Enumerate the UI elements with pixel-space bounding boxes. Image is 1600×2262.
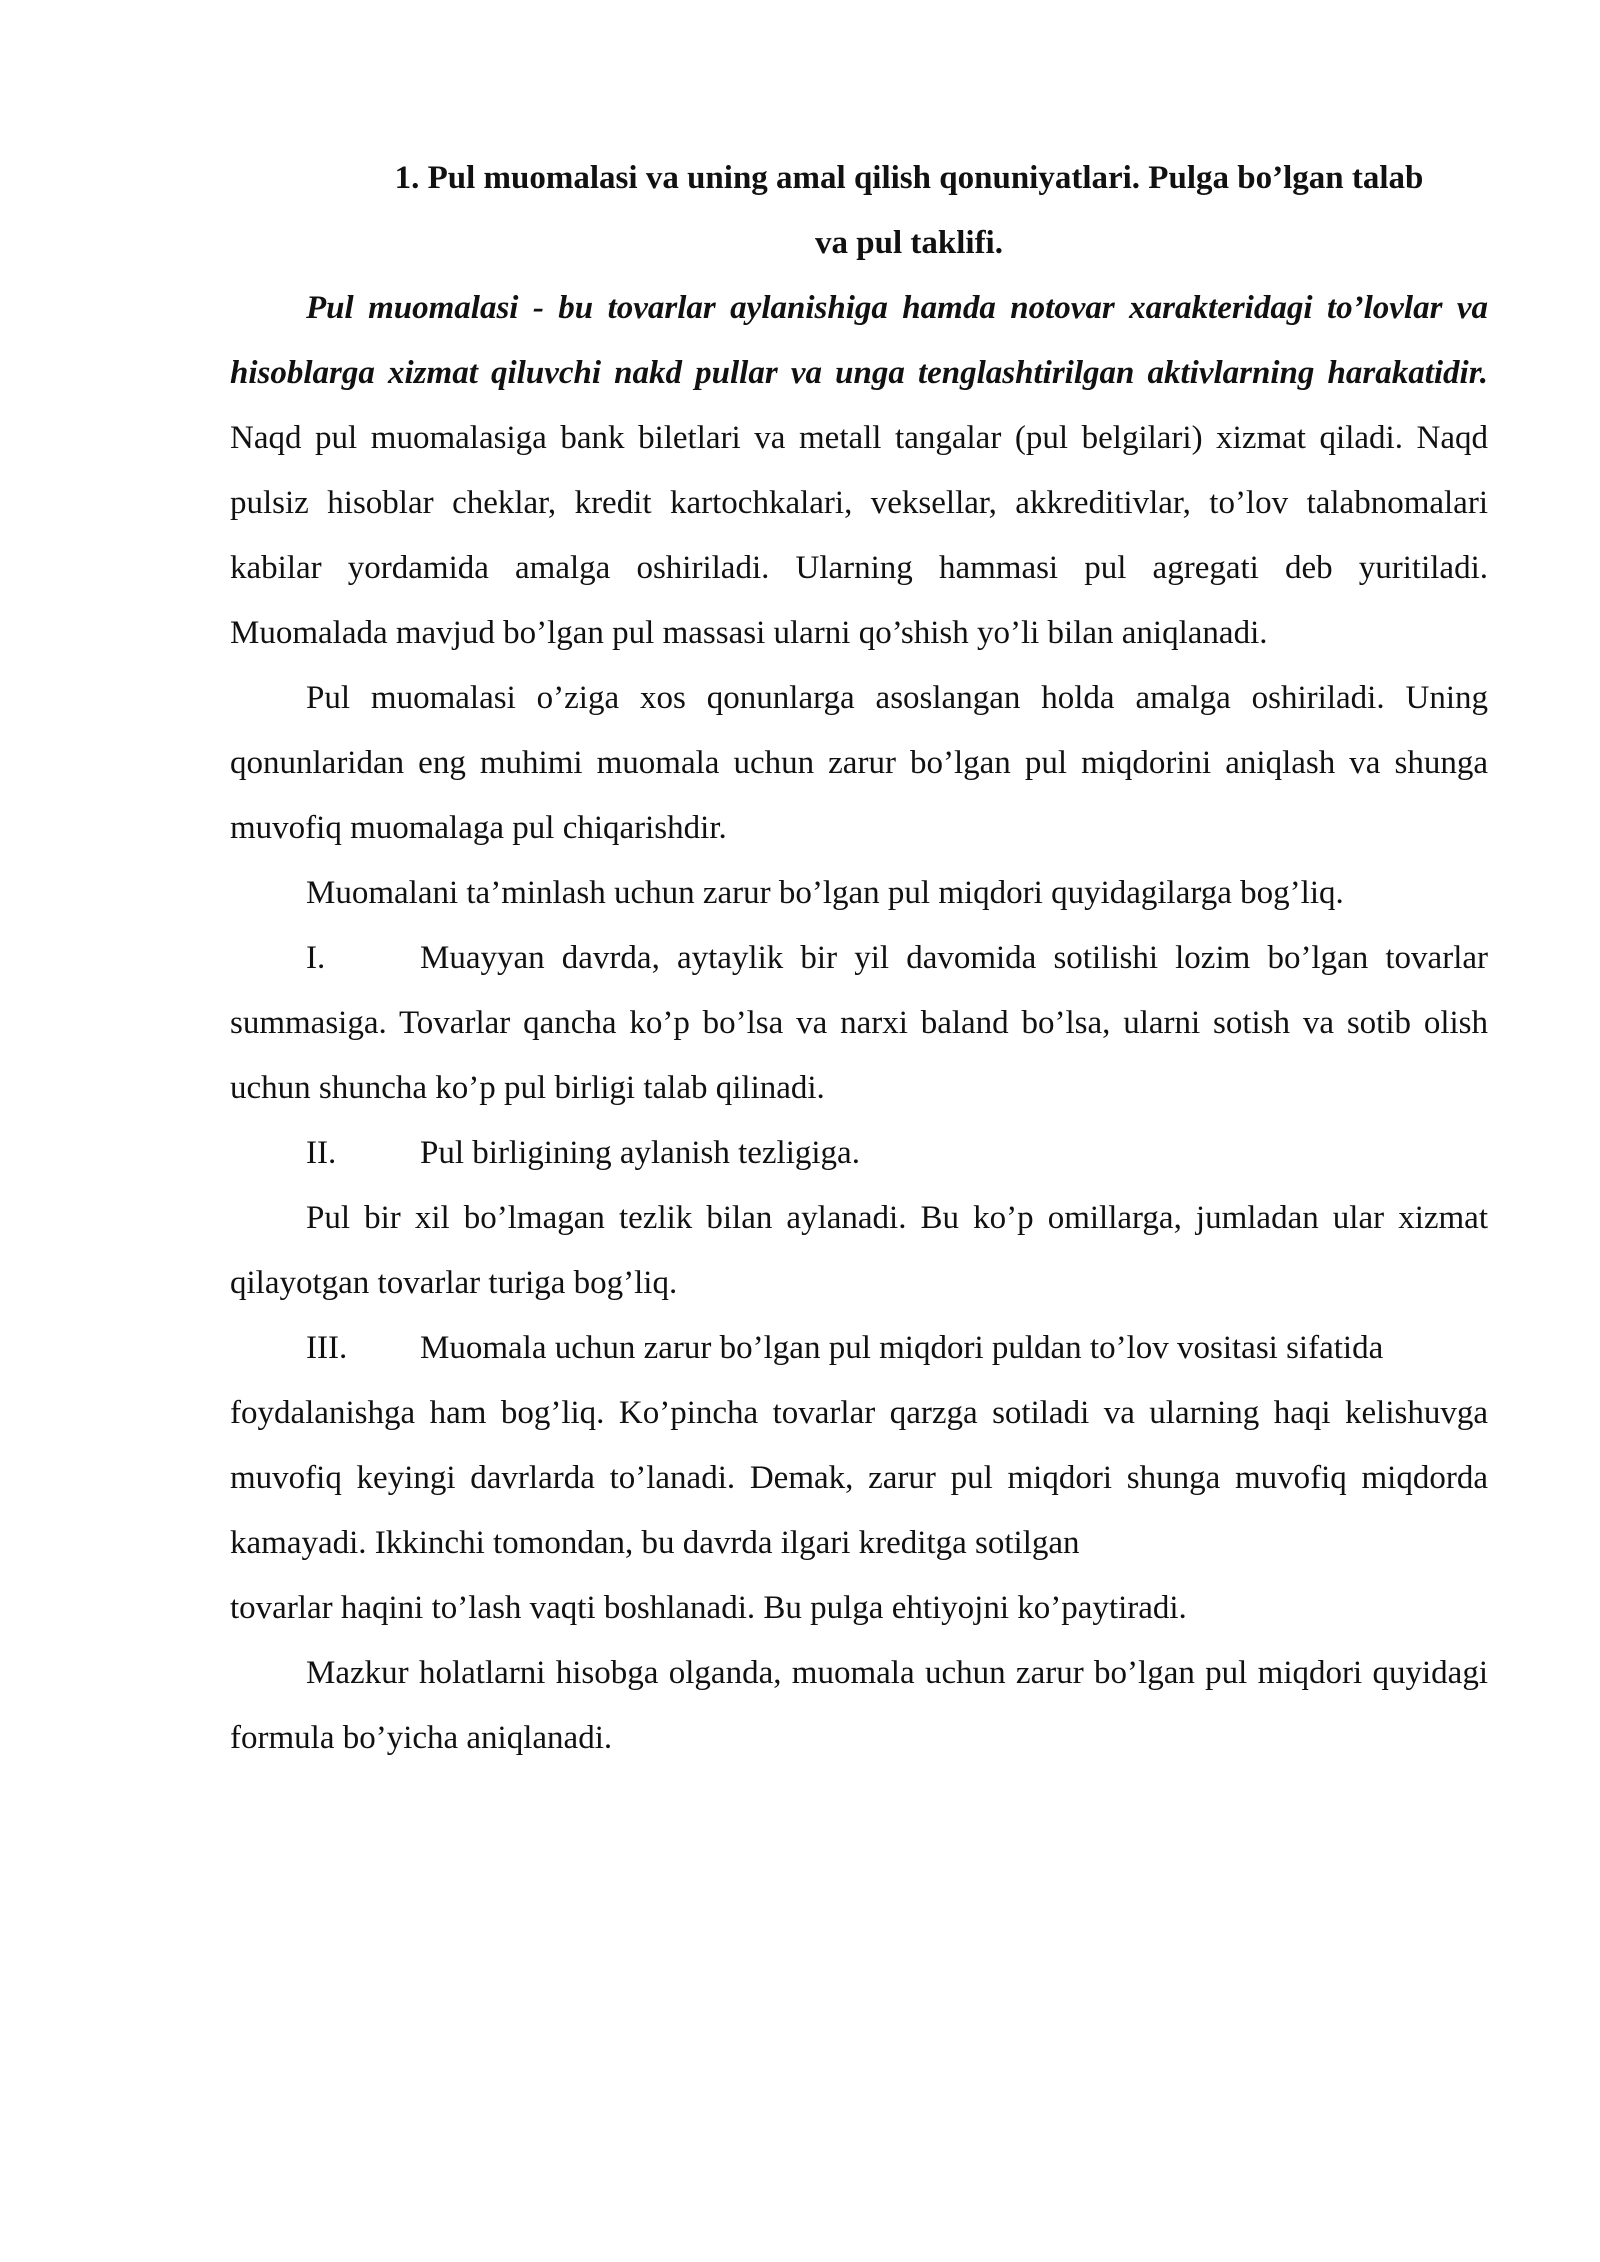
- heading-line-1: 1. Pul muomalasi va uning amal qilish qonuniyatlari. Pulga bo’lgan talab: [394, 160, 1424, 196]
- heading-line-2: va pul taklifi.: [815, 225, 1003, 261]
- list-text-2: Pul birligining aylanish tezligiga.: [420, 1135, 860, 1171]
- paragraph-velocity: Pul bir xil bo’lmagan tezlik bilan aylanadi. Bu ko’p omillarga, jumladan ular xizmat qilayotgan tovarlar turiga bog’liq.: [230, 1200, 1488, 1301]
- list-text-1: Muayyan davrda, aytaylik bir yil davomida sotilishi lozim bo’lgan tovarlar summasiga. Tovarlar qancha ko’p bo’lsa va narxi baland bo’lsa, ularni sotish va sotib olish uchun shuncha ko’p pul birligi talab qilinadi.: [230, 940, 1488, 1106]
- list-number-2: II.: [306, 1135, 337, 1171]
- list-item-2: [230, 1121, 1488, 1186]
- list-item-1: [230, 926, 1488, 1121]
- paragraph-formula-intro: Mazkur holatlarni hisobga olganda, muomala uchun zarur bo’lgan pul miqdori quyidagi formula bo’yicha aniqlanadi.: [230, 1655, 1488, 1756]
- paragraph-laws: Pul muomalasi o’ziga xos qonunlarga asoslangan holda amalga oshiriladi. Uning qonunlaridan eng muhimi muomala uchun zarur bo’lgan pul miqdorini aniqlash va shunga muvofiq muomalaga pul chiqarishdir.: [230, 680, 1488, 846]
- list-text-3: Muomala uchun zarur bo’lgan pul miqdori puldan to’lov vositasi sifatida: [420, 1330, 1384, 1366]
- list-item-3: [230, 1316, 1488, 1381]
- list-number-3: III.: [306, 1330, 348, 1366]
- paragraph-credit: foydalanishga ham bog’liq. Ko’pincha tovarlar qarzga sotiladi va ularning haqi kelishuvga muvofiq keyingi davrlarda to’lanadi. Demak, zarur pul miqdori shunga muvofiq miqdorda kamayadi. Ikkinchi tomondan, bu davrda ilgari kreditga sotilgan: [230, 1395, 1488, 1561]
- paragraph-credit-end: tovarlar haqini to’lash vaqti boshlanadi. Bu pulga ehtiyojni ko’paytiradi.: [230, 1590, 1187, 1626]
- section-heading: [230, 146, 1488, 276]
- list-number-1: I.: [306, 940, 326, 976]
- paragraph-definition: [230, 276, 1488, 666]
- definition-continuation: Naqd pul muomalasiga bank biletlari va metall tangalar (pul belgilari) xizmat qiladi. Naqd pulsiz hisoblar cheklar, kredit kartochkalari, veksellar, akkreditivlar, to’lov talabnomalari kabilar yordamida amalga oshiriladi. Ularning hammasi pul agregati deb yuritiladi. Muomalada mavjud bo’lgan pul massasi ularni qo’shish yo’li bilan aniqlanadi.: [230, 420, 1488, 651]
- paragraph-dependencies-intro: Muomalani ta’minlash uchun zarur bo’lgan pul miqdori quyidagilarga bog’liq.: [306, 875, 1344, 911]
- definition-text: Pul muomalasi - bu tovarlar aylanishiga hamda notovar xarakteridagi to’lovlar va hisoblarga xizmat qiluvchi nakd pullar va unga tenglashtirilgan aktivlarning harakatidir.: [230, 290, 1488, 391]
- document-body: [230, 146, 1488, 1771]
